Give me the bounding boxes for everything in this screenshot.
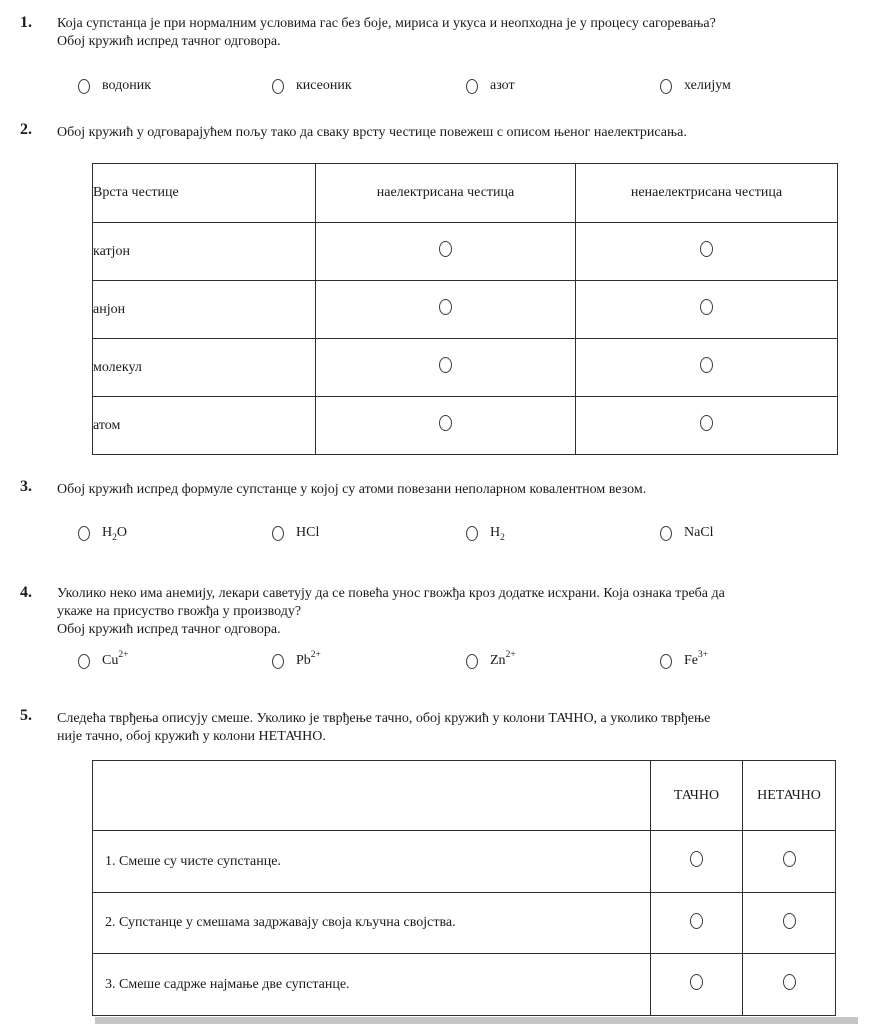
q3-option-1-radio[interactable] <box>78 526 90 541</box>
q4-option-4-label: $Fe^{3+}$ <box>684 650 709 668</box>
question-3-text-line-1: Обој кружић испред формуле супстанце у којој су атоми повезани неполарном ковалентном везом. <box>57 482 647 497</box>
q5-row-1-netacno-radio[interactable] <box>783 851 796 867</box>
question-5-number: 5. <box>20 707 32 724</box>
question-2 <box>20 122 858 462</box>
q3-option-4 <box>660 525 854 541</box>
q5-header-true: ТАЧНО <box>651 761 743 831</box>
q5-row-3-tacno-radio[interactable] <box>690 974 703 990</box>
q2-table <box>92 163 838 455</box>
q4-option-3-label: $Zn^{2+}$ <box>490 650 516 668</box>
q4-option-1 <box>78 650 272 669</box>
q1-option-2 <box>272 78 466 94</box>
q2-row-2-label: анјон <box>93 281 316 339</box>
question-2-text-line-1: Обој кружић у одговарајућем пољу тако да сваку врсту честице повежеш с описом њеног наелектрисања. <box>57 125 687 140</box>
q2-table-header-row <box>93 164 838 223</box>
question-4 <box>20 585 858 685</box>
q2-row-atom <box>93 397 838 455</box>
question-1-text-line-2: Обој кружић испред тачног одговора. <box>57 34 281 49</box>
q2-header-uncharged: ненаелектрисана честица <box>576 164 838 223</box>
question-3-number: 3. <box>20 478 32 495</box>
q5-header-false: НЕТАЧНО <box>743 761 836 831</box>
q1-option-2-label: кисеоник <box>296 78 352 93</box>
q3-option-3 <box>466 525 660 541</box>
q2-row-1-label: катјон <box>93 223 316 281</box>
question-3-options <box>78 525 854 541</box>
question-5-text-line-1: Следећа тврђења описују смеше. Уколико је тврђење тачно, обој кружић у колони ТАЧНО, а уколико тврђење <box>57 711 711 726</box>
q1-option-3 <box>466 78 660 94</box>
q2-row-3-uncharged-radio[interactable] <box>700 357 713 373</box>
q3-option-3-radio[interactable] <box>466 526 478 541</box>
q3-option-4-radio[interactable] <box>660 526 672 541</box>
q4-option-4 <box>660 650 854 669</box>
q3-option-2-label: HCl <box>296 525 320 540</box>
q2-row-anion <box>93 281 838 339</box>
q4-option-2 <box>272 650 466 669</box>
q5-row-1 <box>93 831 836 893</box>
q2-header-charged: наелектрисана честица <box>316 164 576 223</box>
q4-option-3-radio[interactable] <box>466 654 478 669</box>
question-1-number: 1. <box>20 14 32 31</box>
question-4-text-line-2: укаже на присуство гвожђа у производу? <box>57 604 302 619</box>
question-4-text-line-3: Обој кружић испред тачног одговора. <box>57 622 281 637</box>
q1-option-3-label: азот <box>490 78 515 93</box>
q2-row-1-charged-radio[interactable] <box>439 241 452 257</box>
q1-option-4-radio[interactable] <box>660 79 672 94</box>
q5-row-2 <box>93 893 836 954</box>
q3-option-3-label: $H_2$ <box>490 525 505 543</box>
q2-row-4-charged-radio[interactable] <box>439 415 452 431</box>
q3-option-1-label: $H_2O$ <box>102 525 127 543</box>
q2-row-1-uncharged-radio[interactable] <box>700 241 713 257</box>
q2-header-particle-type: Врста честице <box>93 164 316 223</box>
question-2-number: 2. <box>20 121 32 138</box>
q5-row-1-label: 1. Смеше су чисте супстанце. <box>93 831 651 893</box>
q4-option-3 <box>466 650 660 669</box>
q5-row-2-tacno-radio[interactable] <box>690 913 703 929</box>
question-1-text-line-1: Која супстанца је при нормалним условима гас без боје, мириса и укуса и неопходна је у процесу сагоревања? <box>57 16 716 31</box>
q3-option-2 <box>272 525 466 541</box>
q4-option-4-radio[interactable] <box>660 654 672 669</box>
q3-option-1 <box>78 525 272 541</box>
q2-row-3-label: молекул <box>93 339 316 397</box>
question-4-number: 4. <box>20 584 32 601</box>
question-3 <box>20 479 858 559</box>
q5-row-3-netacno-radio[interactable] <box>783 974 796 990</box>
page-bottom-gap <box>95 1017 858 1024</box>
q5-row-2-label: 2. Супстанце у смешама задржавају своја кључна својства. <box>93 893 651 954</box>
q1-option-3-radio[interactable] <box>466 79 478 94</box>
question-1 <box>20 15 858 115</box>
q2-row-3-charged-radio[interactable] <box>439 357 452 373</box>
q4-option-2-radio[interactable] <box>272 654 284 669</box>
q4-option-2-label: $Pb^{2+}$ <box>296 650 321 668</box>
q4-option-1-label: $Cu^{2+}$ <box>102 650 129 668</box>
q2-row-cation <box>93 223 838 281</box>
q5-row-3-label: 3. Смеше садрже најмање две супстанце. <box>93 954 651 1016</box>
q3-option-4-label: NaCl <box>684 525 714 540</box>
q1-option-1-label: водоник <box>102 78 152 93</box>
q5-row-3 <box>93 954 836 1016</box>
q2-row-4-uncharged-radio[interactable] <box>700 415 713 431</box>
q2-row-molecule <box>93 339 838 397</box>
q2-row-2-charged-radio[interactable] <box>439 299 452 315</box>
question-4-options <box>78 650 854 669</box>
question-5-text-line-2: није тачно, обој кружић у колони НЕТАЧНО. <box>57 729 326 744</box>
question-5 <box>20 708 858 1018</box>
q1-option-4 <box>660 78 854 94</box>
q1-option-1 <box>78 78 272 94</box>
question-4-text-line-1: Уколико неко има анемију, лекари саветују да се повећа унос гвожђа кроз додатке исхрани. Која ознака треба да <box>57 586 725 601</box>
q5-header-empty <box>93 761 651 831</box>
q1-option-2-radio[interactable] <box>272 79 284 94</box>
q5-row-2-netacno-radio[interactable] <box>783 913 796 929</box>
q1-option-4-label: хелијум <box>684 78 731 93</box>
q5-table <box>92 760 836 1016</box>
q5-row-1-tacno-radio[interactable] <box>690 851 703 867</box>
question-1-options <box>78 78 854 94</box>
q4-option-1-radio[interactable] <box>78 654 90 669</box>
q2-row-4-label: атом <box>93 397 316 455</box>
q1-option-1-radio[interactable] <box>78 79 90 94</box>
q2-row-2-uncharged-radio[interactable] <box>700 299 713 315</box>
q3-option-2-radio[interactable] <box>272 526 284 541</box>
q5-table-header-row <box>93 761 836 831</box>
